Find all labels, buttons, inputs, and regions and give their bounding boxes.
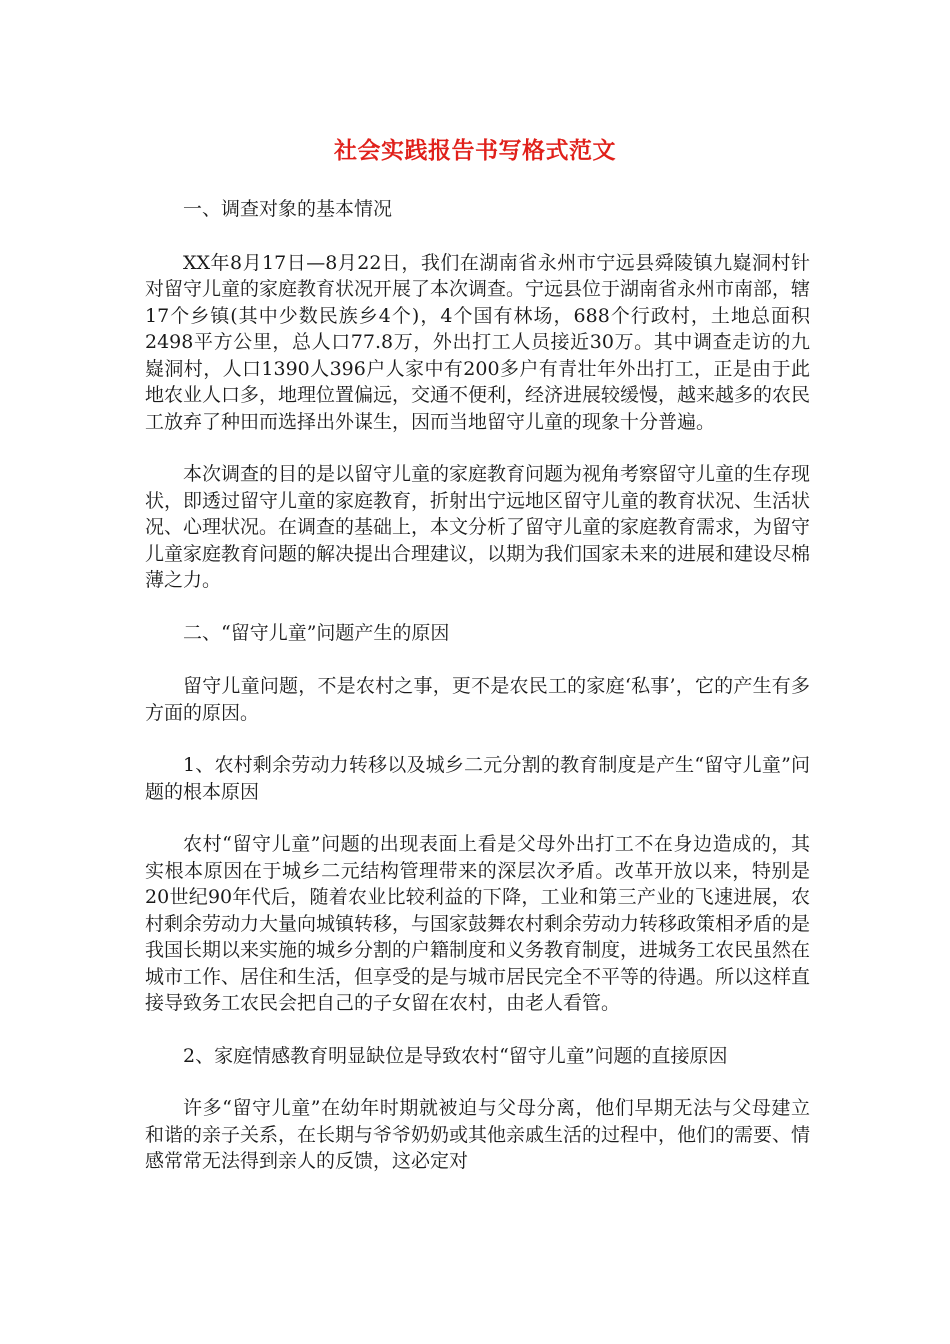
section-heading-2: 二、“留守儿童”问题产生的原因	[183, 621, 450, 644]
subsection-heading-2: 2、家庭情感教育明显缺位是导致农村“留守儿童”问题的直接原因	[183, 1044, 728, 1067]
subsection-heading-1: 1、农村剩余劳动力转移以及城乡二元分割的教育制度是产生“留守儿童”问题的根本原因	[145, 754, 810, 803]
paragraph: 留守儿童问题，不是农村之事，更不是农民工的家庭‘私事’，它的产生有多方面的原因。	[145, 675, 810, 724]
paragraph: 许多“留守儿童”在幼年时期就被迫与父母分离，他们早期无法与父母建立和谐的亲子关系，在长期与爷爷奶奶或其他亲戚生活的过程中，他们的需要、情感常常无法得到亲人的反馈，这必定对	[145, 1097, 811, 1172]
paragraph: XX年8月17日—8月22日，我们在湖南省永州市宁远县舜陵镇九嶷洞村针对留守儿童的家庭教育状况开展了本次调查。宁远县位于湖南省永州市南部，辖17个乡镇(其中少数民族乡4个)，4个国有林场，688个行政村，土地总面积2498平方公里，总人口77.8万，外出打工人员接近30万。其中调查走访的九嶷洞村，人口1390人396户人家中有200多户有青壮年外出打工，正是由于此地农业人口多，地理位置偏远，交通不便利，经济进展较缓慢，越来越多的农民工放弃了种田而选择出外谋生，因而当地留守儿童的现象十分普遍。	[145, 251, 811, 433]
section-heading-1: 一、调查对象的基本情况	[183, 198, 393, 220]
paragraph: 农村“留守儿童”问题的出现表面上看是父母外出打工不在身边造成的，其实根本原因在于城乡二元结构管理带来的深层次矛盾。改革开放以来，特别是20世纪90年代后，随着农业比较利益的下降，工业和第三产业的飞速进展，农村剩余劳动力大量向城镇转移，与国家鼓舞农村剩余劳动力转移政策相矛盾的是我国长期以来实施的城乡分割的户籍制度和义务教育制度，进城务工农民虽然在城市工作、居住和生活，但享受的是与城市居民完全不平等的待遇。所以这样直接导致务工农民会把自己的子女留在农村，由老人看管。	[145, 833, 811, 1014]
document-title: 社会实践报告书写格式范文	[334, 138, 616, 164]
paragraph: 本次调查的目的是以留守儿童的家庭教育问题为视角考察留守儿童的生存现状，即透过留守儿童的家庭教育，折射出宁远地区留守儿童的教育状况、生活状况、心理状况。在调查的基础上，本文分析了留守儿童的家庭教育需求，为留守儿童家庭教育问题的解决提出合理建议，以期为我们国家未来的进展和建设尽棉薄之力。	[145, 463, 811, 591]
document-body	[145, 196, 810, 1201]
